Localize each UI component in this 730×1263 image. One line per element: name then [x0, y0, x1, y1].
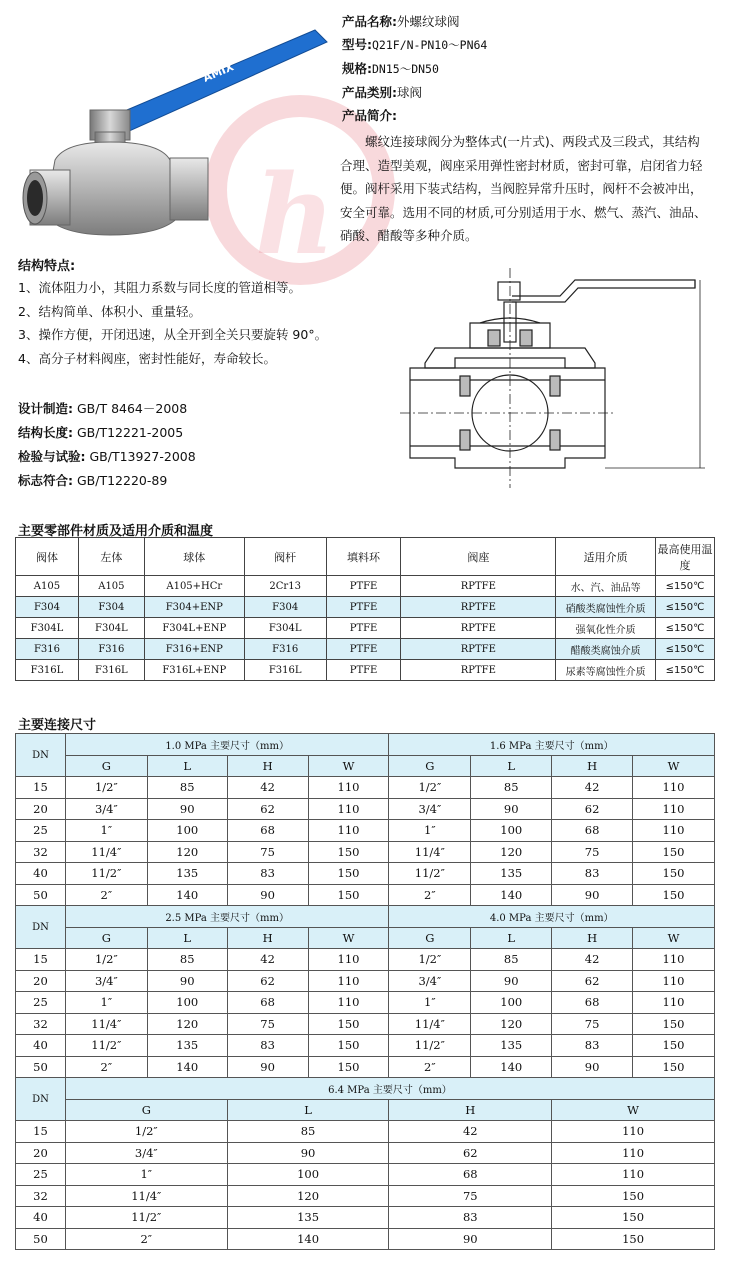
- dim-row: [16, 1013, 715, 1035]
- dim-cell: 83: [552, 863, 633, 885]
- dim-group-header-row: [16, 734, 715, 756]
- dim-cell: 42: [552, 777, 633, 799]
- dim-cell: 62: [227, 798, 308, 820]
- dim-group-header-row: [16, 906, 715, 928]
- materials-header-cell: 左体: [78, 538, 144, 576]
- dim-col-header: L: [471, 927, 552, 949]
- dim-cell: 120: [147, 1013, 227, 1035]
- materials-title: 主要零部件材质及适用介质和温度: [18, 524, 214, 539]
- feature-item: 2、结构简单、体积小、重量轻。: [18, 303, 201, 319]
- dim-cell: 150: [633, 1013, 715, 1035]
- model-label: 型号:: [342, 37, 372, 52]
- dim-cell: 1/2″: [65, 777, 147, 799]
- dim-cell: 2″: [65, 1228, 227, 1250]
- features-section: [18, 255, 327, 370]
- dim-cell: 90: [552, 1056, 633, 1078]
- materials-cell: PTFE: [326, 660, 401, 681]
- dim-dn-cell: 40: [16, 1207, 66, 1229]
- dim-cell: 1/2″: [65, 1121, 227, 1143]
- dim-col-header: H: [227, 755, 308, 777]
- dim-col-header: L: [147, 755, 227, 777]
- dim-cell: 1/2″: [65, 949, 147, 971]
- dim-row: [16, 1207, 715, 1229]
- materials-cell: A105+HCr: [144, 576, 244, 597]
- materials-cell: F304: [16, 597, 79, 618]
- dim-col-header-row: [16, 755, 715, 777]
- materials-cell: ≤150℃: [655, 576, 714, 597]
- dim-col-header: L: [227, 1099, 389, 1121]
- dim-cell: 83: [552, 1035, 633, 1057]
- ball-valve-photo: [15, 20, 335, 245]
- materials-cell: F316L: [16, 660, 79, 681]
- dimensions-title: 主要连接尺寸: [18, 718, 97, 733]
- dim-group-title: 6.4 MPa 主要尺寸（mm）: [65, 1078, 714, 1100]
- dim-cell: 11/2″: [65, 1207, 227, 1229]
- materials-cell: ≤150℃: [655, 639, 714, 660]
- dim-cell: 3/4″: [65, 970, 147, 992]
- materials-row: [16, 639, 715, 660]
- dim-row: [16, 841, 715, 863]
- dim-dn-header: DN: [16, 906, 66, 949]
- dim-dn-cell: 50: [16, 884, 66, 906]
- dim-cell: 68: [227, 992, 308, 1014]
- dim-cell: 3/4″: [65, 798, 147, 820]
- spec-label: 规格:: [342, 61, 372, 76]
- dim-cell: 110: [633, 820, 715, 842]
- dim-cell: 140: [471, 884, 552, 906]
- materials-header-cell: 适用介质: [556, 538, 656, 576]
- materials-header-cell: 阀座: [401, 538, 556, 576]
- materials-row: [16, 660, 715, 681]
- standards-list: [18, 397, 196, 493]
- dim-cell: 42: [227, 949, 308, 971]
- dim-cell: 110: [552, 1164, 715, 1186]
- materials-cell: F316: [78, 639, 144, 660]
- dim-cell: 150: [552, 1207, 715, 1229]
- dim-dn-cell: 20: [16, 1142, 66, 1164]
- materials-cell: F316+ENP: [144, 639, 244, 660]
- materials-cell: F316L: [244, 660, 326, 681]
- materials-cell: F316: [16, 639, 79, 660]
- dim-cell: 110: [633, 949, 715, 971]
- dim-cell: 110: [308, 798, 389, 820]
- standard-label: 结构长度:: [18, 425, 73, 440]
- dim-col-header: L: [471, 755, 552, 777]
- dim-cell: 110: [308, 777, 389, 799]
- dim-cell: 110: [633, 777, 715, 799]
- dim-cell: 2″: [389, 884, 471, 906]
- feature-item: 3、操作方便，开闭迅速，从全开到全关只要旋转 90°。: [18, 327, 328, 342]
- dim-cell: 100: [227, 1164, 389, 1186]
- materials-cell: PTFE: [326, 597, 401, 618]
- feature-item: 1、流体阻力小，其阻力系数与同长度的管道相等。: [18, 280, 301, 295]
- materials-cell: RPTFE: [401, 597, 556, 618]
- standard-value: GB/T 8464－2008: [76, 401, 188, 416]
- dim-row: [16, 777, 715, 799]
- dim-cell: 90: [227, 1056, 308, 1078]
- dim-cell: 110: [552, 1121, 715, 1143]
- dim-dn-cell: 50: [16, 1056, 66, 1078]
- materials-cell: A105: [16, 576, 79, 597]
- dim-cell: 140: [147, 1056, 227, 1078]
- product-name-label: 产品名称:: [342, 14, 397, 29]
- dim-row: [16, 863, 715, 885]
- dim-row: [16, 1035, 715, 1057]
- dim-cell: 83: [227, 863, 308, 885]
- dim-cell: 3/4″: [65, 1142, 227, 1164]
- standard-value: GB/T12220-89: [76, 473, 168, 488]
- materials-cell: F304L: [78, 618, 144, 639]
- dim-dn-cell: 15: [16, 1121, 66, 1143]
- dim-cell: 120: [147, 841, 227, 863]
- dim-cell: 75: [227, 1013, 308, 1035]
- dim-row: [16, 820, 715, 842]
- dim-cell: 11/4″: [65, 1185, 227, 1207]
- dim-cell: 62: [552, 970, 633, 992]
- feature-item: 4、高分子材料阀座，密封性能好，寿命较长。: [18, 350, 276, 366]
- dim-cell: 100: [147, 992, 227, 1014]
- dim-dn-header: DN: [16, 734, 66, 777]
- watermark-logo-letter: h: [255, 150, 335, 279]
- materials-cell: F316L+ENP: [144, 660, 244, 681]
- dim-cell: 120: [471, 841, 552, 863]
- dim-dn-cell: 20: [16, 970, 66, 992]
- dim-cell: 2″: [65, 884, 147, 906]
- dim-cell: 11/4″: [389, 841, 471, 863]
- dim-col-header: L: [147, 927, 227, 949]
- materials-row: [16, 597, 715, 618]
- dim-cell: 1/2″: [389, 949, 471, 971]
- dim-group-header-row: [16, 1078, 715, 1100]
- dim-cell: 1″: [65, 992, 147, 1014]
- dim-cell: 150: [308, 1056, 389, 1078]
- dim-cell: 85: [471, 949, 552, 971]
- dim-cell: 110: [633, 798, 715, 820]
- dim-cell: 140: [227, 1228, 389, 1250]
- dim-cell: 110: [308, 992, 389, 1014]
- dim-cell: 150: [633, 863, 715, 885]
- standard-value: GB/T13927-2008: [89, 449, 196, 464]
- dim-cell: 62: [552, 798, 633, 820]
- dim-cell: 150: [308, 863, 389, 885]
- dim-cell: 150: [552, 1228, 715, 1250]
- dim-cell: 140: [147, 884, 227, 906]
- materials-row: [16, 618, 715, 639]
- dim-cell: 100: [147, 820, 227, 842]
- dim-dn-cell: 32: [16, 841, 66, 863]
- dim-row: [16, 1142, 715, 1164]
- dim-row: [16, 1185, 715, 1207]
- dim-row: [16, 798, 715, 820]
- dim-cell: 150: [308, 884, 389, 906]
- materials-header-cell: 填料环: [326, 538, 401, 576]
- dim-cell: 100: [471, 992, 552, 1014]
- materials-header-cell: 最高使用温度: [655, 538, 714, 576]
- dim-col-header: H: [389, 1099, 552, 1121]
- dim-cell: 135: [471, 1035, 552, 1057]
- product-name-value: 外螺纹球阀: [397, 14, 460, 29]
- dim-cell: 135: [147, 863, 227, 885]
- model-value: Q21F/N-PN10～PN64: [372, 38, 488, 52]
- dim-cell: 110: [552, 1142, 715, 1164]
- dim-dn-cell: 40: [16, 863, 66, 885]
- dim-cell: 62: [227, 970, 308, 992]
- dim-cell: 11/2″: [389, 1035, 471, 1057]
- materials-cell: 强氧化性介质: [556, 618, 656, 639]
- dim-row: [16, 992, 715, 1014]
- dim-cell: 1″: [389, 992, 471, 1014]
- dim-cell: 90: [471, 798, 552, 820]
- dim-group-title: 2.5 MPa 主要尺寸（mm）: [65, 906, 389, 928]
- materials-cell: ≤150℃: [655, 597, 714, 618]
- materials-cell: 2Cr13: [244, 576, 326, 597]
- dim-cell: 3/4″: [389, 798, 471, 820]
- intro-label: 产品简介:: [342, 108, 397, 123]
- dim-cell: 135: [471, 863, 552, 885]
- dim-row: [16, 1056, 715, 1078]
- materials-table: [15, 537, 715, 681]
- dim-cell: 83: [227, 1035, 308, 1057]
- dim-cell: 90: [147, 798, 227, 820]
- dim-col-header: W: [308, 927, 389, 949]
- svg-text:AMIX: AMIX: [201, 60, 236, 85]
- materials-cell: F304L: [244, 618, 326, 639]
- materials-header-cell: 阀体: [16, 538, 79, 576]
- dim-cell: 68: [552, 820, 633, 842]
- dim-group-title: 4.0 MPa 主要尺寸（mm）: [389, 906, 715, 928]
- dim-dn-cell: 32: [16, 1185, 66, 1207]
- dim-cell: 150: [633, 1056, 715, 1078]
- materials-cell: RPTFE: [401, 639, 556, 660]
- dim-dn-cell: 20: [16, 798, 66, 820]
- materials-cell: F304L+ENP: [144, 618, 244, 639]
- dim-cell: 75: [389, 1185, 552, 1207]
- materials-cell: 硝酸类腐蚀性介质: [556, 597, 656, 618]
- dim-cell: 42: [552, 949, 633, 971]
- materials-cell: 水、汽、油品等: [556, 576, 656, 597]
- dim-col-header: G: [389, 927, 471, 949]
- materials-row: [16, 576, 715, 597]
- dim-cell: 68: [389, 1164, 552, 1186]
- dim-cell: 135: [147, 1035, 227, 1057]
- dim-cell: 150: [308, 1035, 389, 1057]
- category-value: 球阀: [397, 85, 423, 100]
- dim-dn-cell: 50: [16, 1228, 66, 1250]
- dim-cell: 85: [471, 777, 552, 799]
- dim-cell: 1″: [65, 820, 147, 842]
- dim-cell: 90: [471, 970, 552, 992]
- dim-col-header: W: [308, 755, 389, 777]
- dim-dn-cell: 15: [16, 949, 66, 971]
- dim-cell: 150: [633, 841, 715, 863]
- materials-cell: F316L: [78, 660, 144, 681]
- dim-col-header: G: [65, 755, 147, 777]
- product-intro: 螺纹连接球阀分为整体式(一片式)、两段式及三段式，其结构合理、造型美观，阀座采用弹性密封材质，密封可靠，启闭省力轻便。阀杆采用下装式结构，当阀腔异常升压时，阀杆不会被冲出，安全可靠。选用不同的材质,可分别适用于水、燃气、蒸汽、油品、硝酸、醋酸等多种介质。: [340, 134, 707, 243]
- dim-cell: 110: [308, 949, 389, 971]
- dim-cell: 135: [227, 1207, 389, 1229]
- dim-cell: 2″: [65, 1056, 147, 1078]
- spec-value: DN15～DN50: [372, 62, 439, 76]
- dim-cell: 90: [147, 970, 227, 992]
- dim-row: [16, 1121, 715, 1143]
- dim-cell: 90: [227, 884, 308, 906]
- dim-cell: 75: [227, 841, 308, 863]
- dim-cell: 90: [552, 884, 633, 906]
- materials-header-cell: 阀杆: [244, 538, 326, 576]
- features-title: 结构特点:: [18, 259, 76, 274]
- dim-row: [16, 1164, 715, 1186]
- materials-cell: ≤150℃: [655, 618, 714, 639]
- materials-cell: F304L: [16, 618, 79, 639]
- dim-cell: 90: [389, 1228, 552, 1250]
- materials-cell: RPTFE: [401, 576, 556, 597]
- dim-cell: 68: [552, 992, 633, 1014]
- materials-cell: F304+ENP: [144, 597, 244, 618]
- materials-cell: RPTFE: [401, 618, 556, 639]
- materials-cell: 尿素等腐蚀性介质: [556, 660, 656, 681]
- dim-cell: 11/4″: [65, 841, 147, 863]
- dim-cell: 110: [308, 970, 389, 992]
- dim-cell: 150: [633, 1035, 715, 1057]
- dim-cell: 42: [389, 1121, 552, 1143]
- dim-cell: 110: [633, 970, 715, 992]
- dim-row: [16, 884, 715, 906]
- dim-col-header-row: [16, 927, 715, 949]
- dim-cell: 85: [147, 949, 227, 971]
- dim-col-header: W: [633, 927, 715, 949]
- materials-cell: F304: [78, 597, 144, 618]
- dim-cell: 120: [471, 1013, 552, 1035]
- dim-cell: 3/4″: [389, 970, 471, 992]
- dim-cell: 1″: [389, 820, 471, 842]
- dim-group-title: 1.6 MPa 主要尺寸（mm）: [389, 734, 715, 756]
- dim-cell: 140: [471, 1056, 552, 1078]
- category-label: 产品类别:: [342, 85, 397, 100]
- materials-cell: 醋酸类腐蚀介质: [556, 639, 656, 660]
- dim-cell: 1″: [65, 1164, 227, 1186]
- materials-cell: PTFE: [326, 618, 401, 639]
- standard-value: GB/T12221-2005: [76, 425, 184, 440]
- dim-cell: 110: [308, 820, 389, 842]
- product-info: [342, 10, 487, 127]
- dim-col-header: G: [65, 927, 147, 949]
- dim-cell: 100: [471, 820, 552, 842]
- dim-cell: 11/2″: [65, 1035, 147, 1057]
- materials-cell: RPTFE: [401, 660, 556, 681]
- dim-row: [16, 1228, 715, 1250]
- dim-col-header: G: [65, 1099, 227, 1121]
- dim-cell: 150: [633, 884, 715, 906]
- dimensions-table: [15, 733, 715, 1250]
- dim-dn-cell: 25: [16, 820, 66, 842]
- dim-col-header: G: [389, 755, 471, 777]
- dim-cell: 150: [308, 1013, 389, 1035]
- materials-cell: F316: [244, 639, 326, 660]
- dim-cell: 11/4″: [65, 1013, 147, 1035]
- dim-cell: 85: [147, 777, 227, 799]
- dim-dn-header: DN: [16, 1078, 66, 1121]
- dim-row: [16, 970, 715, 992]
- dim-cell: 11/4″: [389, 1013, 471, 1035]
- dim-col-header: W: [552, 1099, 715, 1121]
- dim-col-header: H: [552, 755, 633, 777]
- materials-cell: F304: [244, 597, 326, 618]
- materials-cell: ≤150℃: [655, 660, 714, 681]
- dim-group-title: 1.0 MPa 主要尺寸（mm）: [65, 734, 389, 756]
- dim-col-header: H: [552, 927, 633, 949]
- standard-label: 检验与试验:: [18, 449, 86, 464]
- dim-cell: 75: [552, 841, 633, 863]
- standard-label: 设计制造:: [18, 401, 73, 416]
- dim-dn-cell: 15: [16, 777, 66, 799]
- valve-section-drawing: [400, 268, 710, 493]
- materials-header-cell: 球体: [144, 538, 244, 576]
- dim-cell: 68: [227, 820, 308, 842]
- materials-cell: PTFE: [326, 639, 401, 660]
- dim-cell: 11/2″: [65, 863, 147, 885]
- dim-cell: 90: [227, 1142, 389, 1164]
- materials-cell: A105: [78, 576, 144, 597]
- dim-col-header-row: [16, 1099, 715, 1121]
- dim-cell: 85: [227, 1121, 389, 1143]
- dim-cell: 83: [389, 1207, 552, 1229]
- dim-cell: 42: [227, 777, 308, 799]
- dim-dn-cell: 40: [16, 1035, 66, 1057]
- dim-cell: 2″: [389, 1056, 471, 1078]
- dim-cell: 11/2″: [389, 863, 471, 885]
- dim-dn-cell: 25: [16, 992, 66, 1014]
- dim-cell: 150: [552, 1185, 715, 1207]
- standard-label: 标志符合:: [18, 473, 73, 488]
- dim-cell: 120: [227, 1185, 389, 1207]
- dim-row: [16, 949, 715, 971]
- materials-cell: PTFE: [326, 576, 401, 597]
- dim-cell: 150: [308, 841, 389, 863]
- dim-cell: 75: [552, 1013, 633, 1035]
- dim-dn-cell: 25: [16, 1164, 66, 1186]
- dim-cell: 1/2″: [389, 777, 471, 799]
- dim-dn-cell: 32: [16, 1013, 66, 1035]
- dim-cell: 62: [389, 1142, 552, 1164]
- dim-col-header: H: [227, 927, 308, 949]
- dim-cell: 110: [633, 992, 715, 1014]
- dim-col-header: W: [633, 755, 715, 777]
